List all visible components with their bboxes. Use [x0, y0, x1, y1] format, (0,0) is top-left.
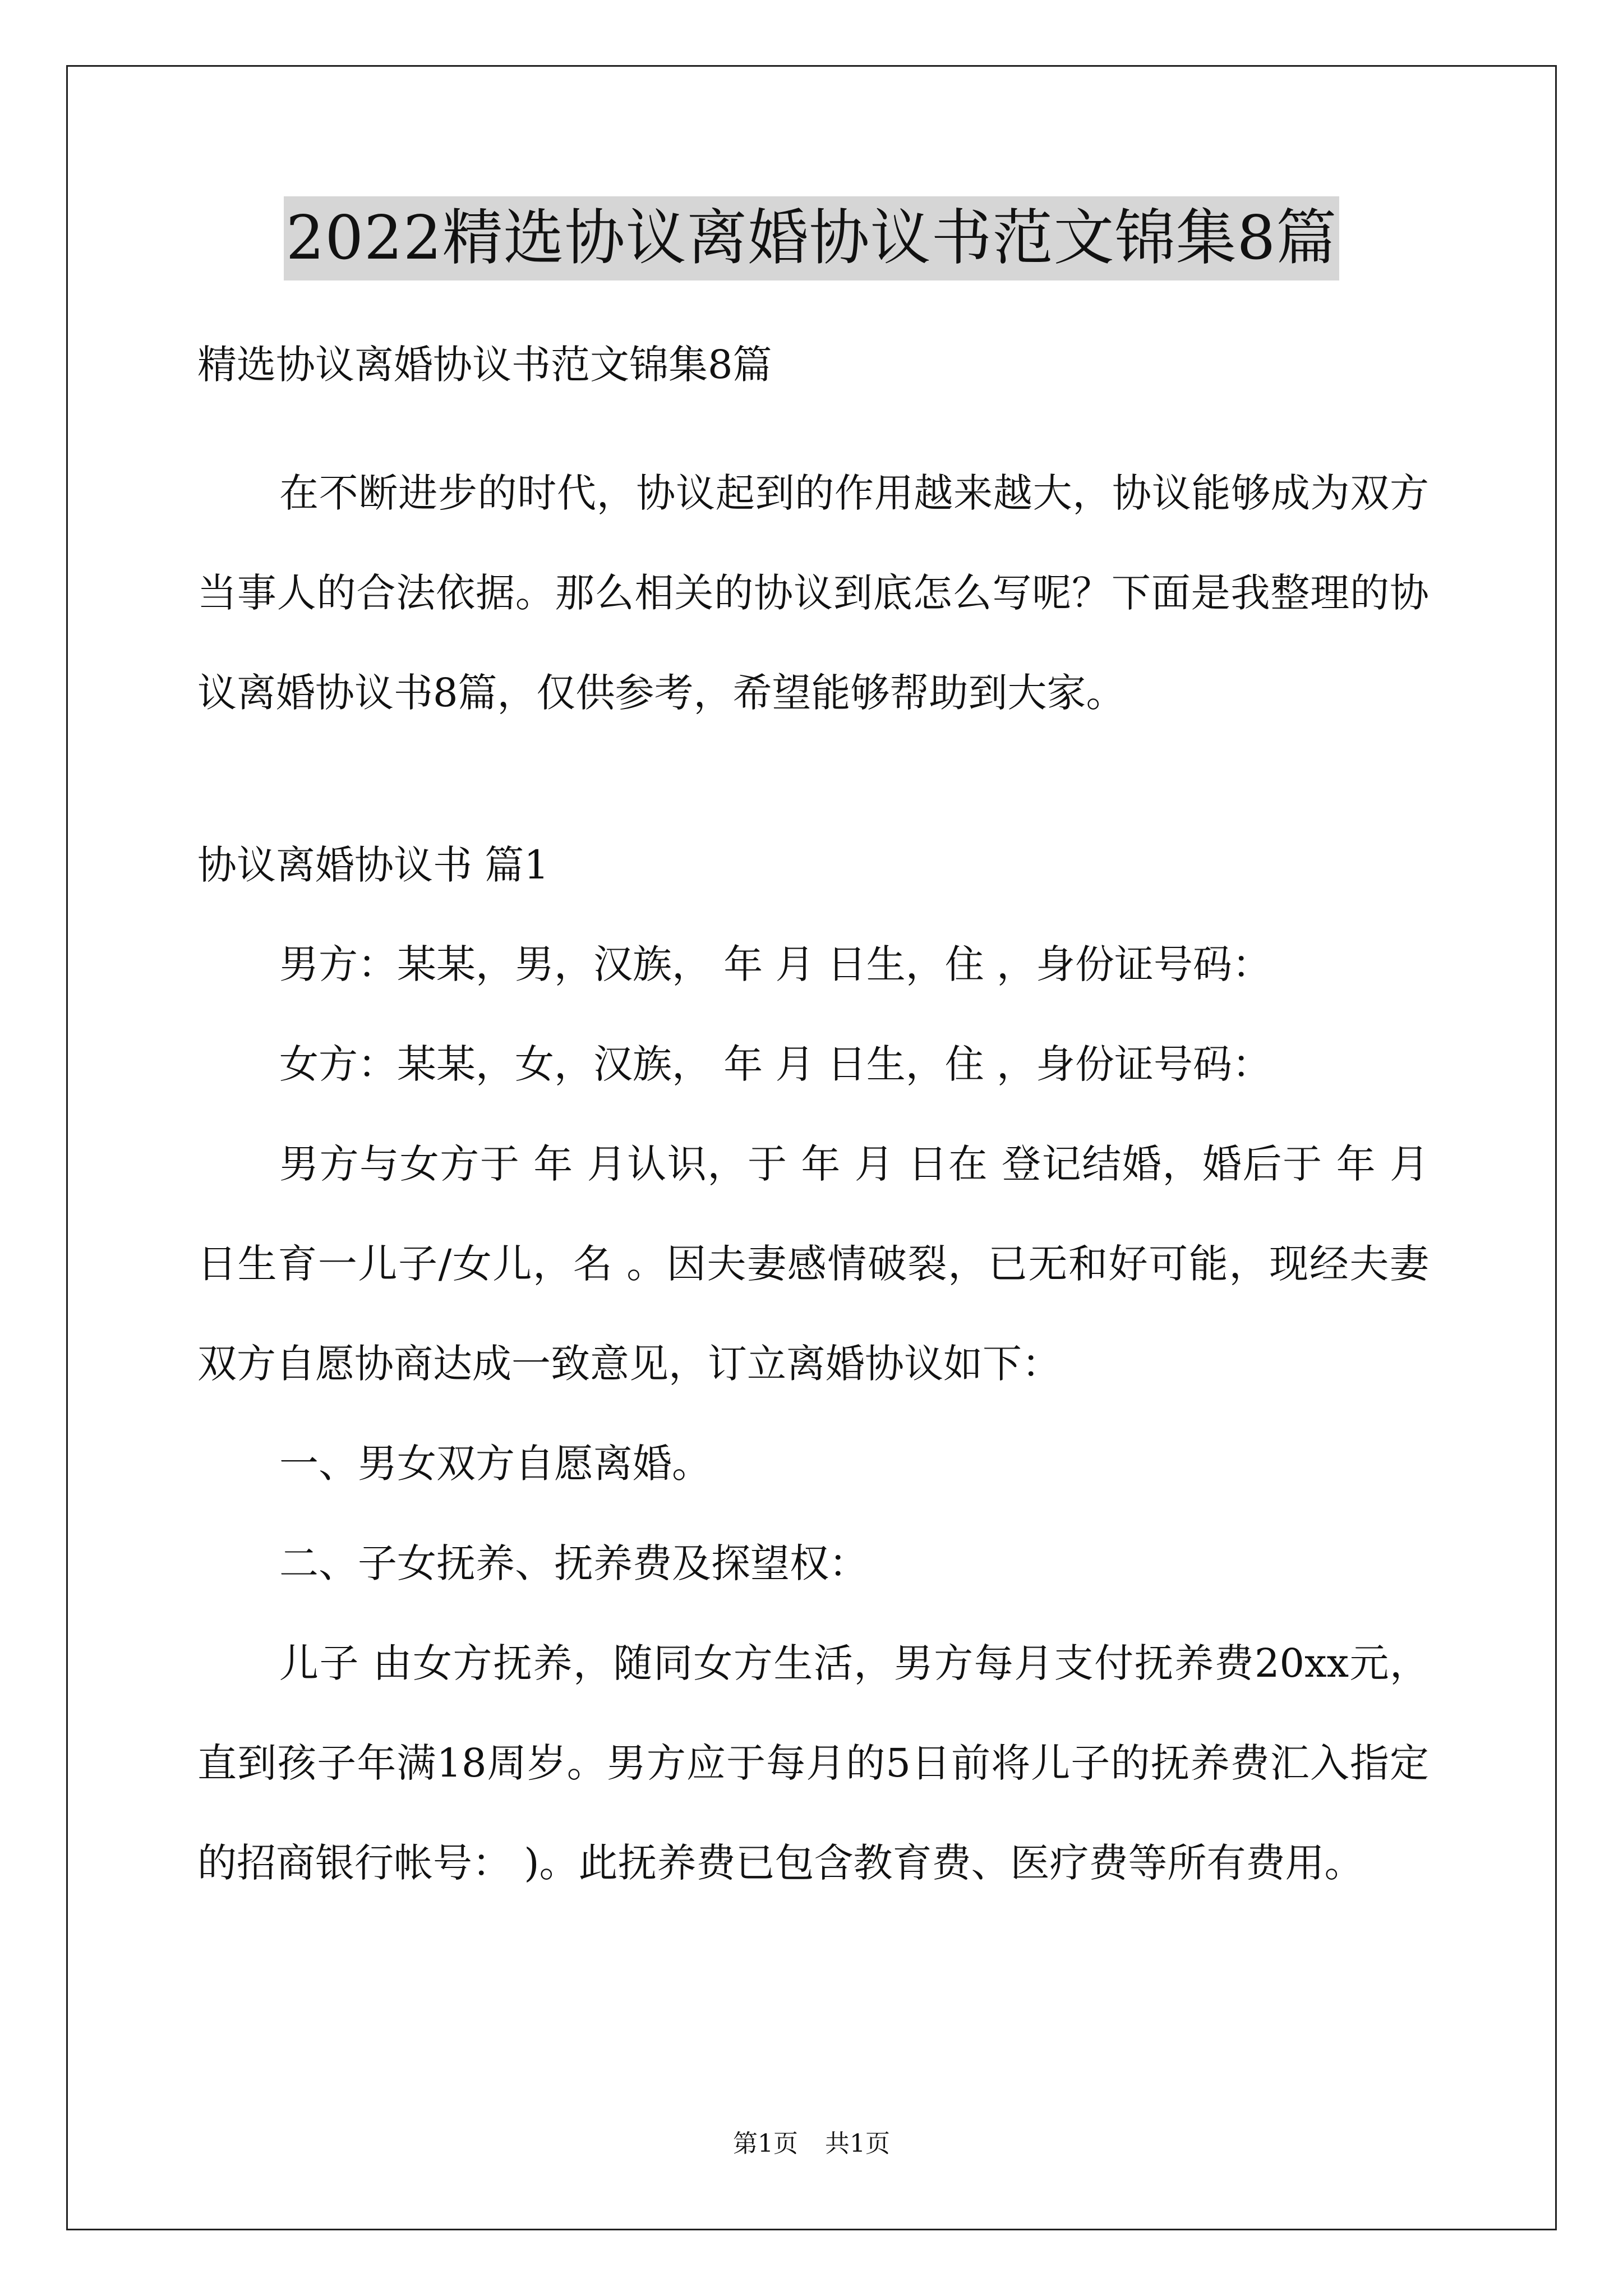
- document-title: 2022精选协议离婚协议书范文锦集8篇: [284, 196, 1340, 280]
- page-number-current: 第1页: [733, 2129, 798, 2158]
- female-party-line: 女方：某某，女，汉族， 年 月 日生，住 ，身份证号码：: [279, 1041, 1272, 1087]
- intro-paragraph: 在不断进步的时代，协议起到的作用越来越大，协议能够成为双方当事人的合法依据。那么相关的协议到底怎么写呢？下面是我整理的协议离婚协议书8篇，仅供参考，希望能够帮助到大家。: [197, 470, 1429, 716]
- male-party-line: 男方：某某，男，汉族， 年 月 日生，住 ，身份证号码：: [279, 941, 1272, 987]
- clause-two-heading: 二、子女抚养、抚养费及探望权：: [279, 1540, 868, 1586]
- title-container: [0, 196, 1623, 280]
- section-heading: 协议离婚协议书 篇1: [197, 842, 549, 888]
- document-subtitle: 精选协议离婚协议书范文锦集8篇: [197, 342, 772, 388]
- child-support-paragraph: 儿子 由女方抚养，随同女方生活，男方每月支付抚养费20xx元，直到孩子年满18周岁。男方应于每月的5日前将儿子的抚养费汇入指定的招商银行帐号： )。此抚养费已包含教育费、医疗费等所有费用。: [197, 1640, 1429, 1886]
- clause-one: 一、男女双方自愿离婚。: [279, 1441, 711, 1487]
- page-footer: [0, 2127, 1623, 2161]
- page-number-total: 共1页: [825, 2129, 890, 2158]
- document-body: [197, 314, 1429, 1913]
- marriage-background-paragraph: 男方与女方于 年 月认识，于 年 月 日在 登记结婚，婚后于 年 月 日生育一儿子/女儿，名 。因夫妻感情破裂，已无和好可能，现经夫妻双方自愿协商达成一致意见，订立离婚协议如下：: [197, 1141, 1429, 1387]
